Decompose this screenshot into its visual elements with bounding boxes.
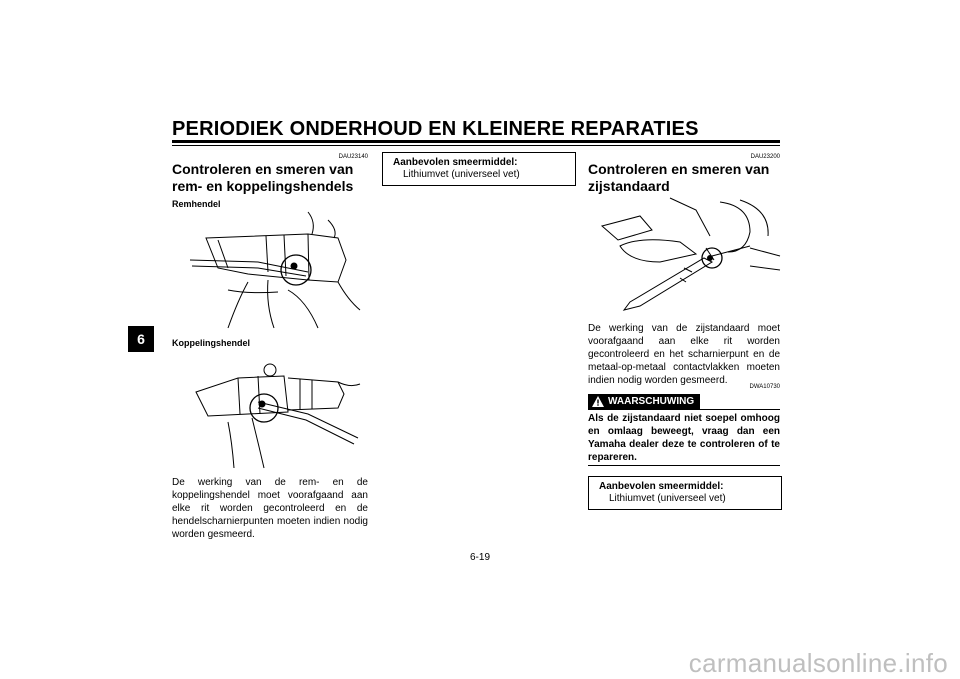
clutch-lever-label: Koppelingshendel <box>172 338 251 348</box>
section-code-sidestand: DAU23200 <box>750 154 780 160</box>
lubricant-box <box>382 152 576 186</box>
lubricant-label-sidestand: Aanbevolen smeermiddel: <box>599 481 724 492</box>
lubricant-value: Lithiumvet (universeel vet) <box>403 169 520 180</box>
brake-lever-illustration <box>188 210 366 330</box>
brake-lever-label: Remhendel <box>172 199 221 209</box>
page-number: 6-19 <box>469 552 490 563</box>
lubricant-label: Aanbevolen smeermiddel: <box>393 157 518 168</box>
section-heading-levers: Controleren en smeren van rem- en koppelingshendels <box>172 161 354 194</box>
section-code: DAU23140 <box>338 154 368 160</box>
header-rule <box>172 140 780 143</box>
lubricant-box-sidestand <box>588 476 782 510</box>
watermark: carmanualsonline.info <box>688 648 948 678</box>
chapter-tab: 6 <box>128 326 154 352</box>
warning-code: DWA10730 <box>749 384 780 390</box>
page-title: PERIODIEK ONDERHOUD EN KLEINERE REPARATIES <box>172 118 699 140</box>
warning-rule-bottom <box>588 465 780 466</box>
warning-label: WAARSCHUWING <box>608 396 695 407</box>
section-heading-sidestand: Controleren en smeren van zijstandaard <box>588 161 770 194</box>
lubricant-value-sidestand: Lithiumvet (universeel vet) <box>609 493 726 504</box>
clutch-lever-illustration <box>188 352 366 470</box>
sidestand-body-text: De werking van de zijstandaard moet voorafgaand aan elke rit worden gecontroleerd en het scharnierpunt en de metaal-op-metaal contactvlakken moeten indien nodig worden gesmeerd. <box>588 323 780 386</box>
levers-body-text: De werking van de rem- en de koppelingshendel moet voorafgaand aan elke rit worden gecontroleerd en de hendelscharnierpunten moeten indien nodig worden gesmeerd. <box>172 477 368 540</box>
header-rule-thin <box>172 145 780 146</box>
sidestand-illustration <box>600 196 782 314</box>
warning-badge <box>588 394 700 409</box>
warning-rule-top <box>588 409 780 410</box>
warning-icon <box>592 396 604 407</box>
warning-text: Als de zijstandaard niet soepel omhoog en omlaag beweegt, vraag dan een Yamaha dealer deze te controleren of te repareren. <box>588 413 780 463</box>
